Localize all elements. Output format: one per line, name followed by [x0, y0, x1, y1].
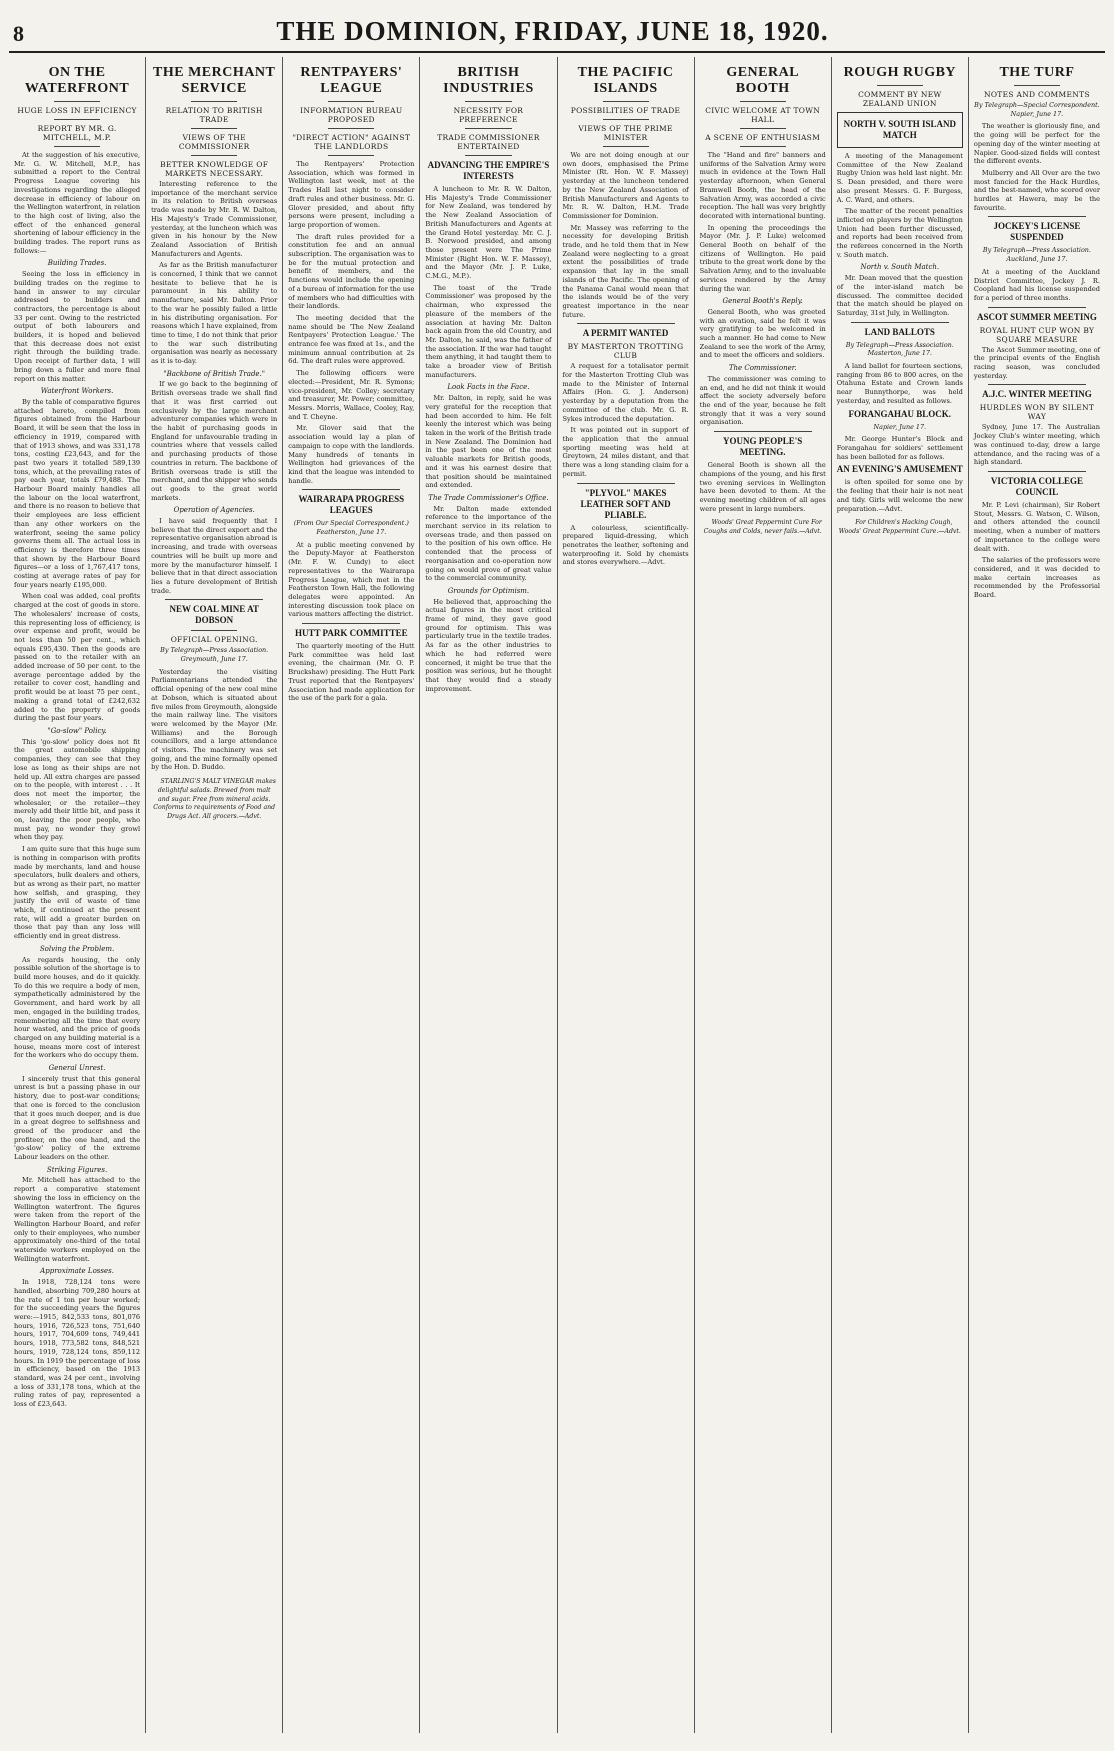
side-heading: Operation of Agencies.: [173, 506, 255, 515]
subhead: BY MASTERTON TROTTING CLUB: [567, 342, 684, 361]
newspaper-page: [9, 9, 1105, 1733]
column-waterfront: [9, 57, 146, 1733]
subhead: ROYAL HUNT CUP WON BY SQUARE MEASURE: [979, 325, 1095, 344]
divider: [328, 128, 374, 129]
divider: [714, 431, 812, 432]
byline: Napier, June 17.: [873, 422, 927, 431]
side-heading: General Unrest.: [48, 1064, 106, 1073]
paragraph: The Ascot Summer meeting, one of the principal events of the English racing season, was concluded yesterday.: [973, 345, 1100, 380]
paragraph: Mr. Dalton, in reply, said he was very grateful for the reception that had been accorded to him. He felt keenly the interest which was being taken in the work of the British trade in New Zealand. The Dominion had in the past been one of the most valuable markets for British goods, and it was his earnest desire that that position should be maintained and extended.: [425, 394, 552, 490]
paragraph: A request for a totalisator permit for the Masterton Trotting Club was made to the Minister of Internal Affairs (Hon. G. J. Anderson) yesterday by a deputation from the committee of the club. Mr. G. R. Sykes introduced the deputation.: [562, 362, 689, 423]
subhead: NECESSITY FOR PREFERENCE: [453, 106, 524, 124]
paragraph: A luncheon to Mr. R. W. Dalton, His Majesty's Trade Commissioner for New Zealand, was tendered by the New Zealand Association of British Manufacturers and Agents at the Grand Hotel yesterday. Mr. C. J. B. Norwood presided, and among those present were The Prime Minister (Right Hon. W. F. Massey), and the Mayor (Mr. J. P. Luke, C.M.G., M.P.).: [425, 185, 552, 281]
subhead: INFORMATION BUREAU PROPOSED: [300, 106, 403, 124]
paragraph: General Booth is shown all the champions of the young, and his first two evening services in Wellington have been devoted to them. At the evening meeting children of all ages were present in large numbers.: [699, 461, 826, 513]
advertisement: For Children's Hacking Cough, Woods' Great Peppermint Cure.—Advt.: [838, 519, 961, 535]
subhead: TRADE COMMISSIONER ENTERTAINED: [437, 133, 540, 151]
subhead: VIEWS OF THE PRIME MINISTER: [578, 124, 673, 142]
paragraph: It was pointed out in support of the application that the annual sporting meeting was held at Greytown, 24 miles distant, and that there was a long standing claim for a permit.: [562, 426, 689, 478]
paragraph: In opening the proceedings the Mayor (Mr. J. P. Luke) welcomed General Booth on behalf of the citizens of Wellington. He paid tribute to the great work done by the Salvation Army, and to the invaluable services rendered by the Army during the war.: [699, 223, 826, 293]
headline-general-booth: GENERAL BOOTH: [726, 65, 800, 96]
divider: [877, 85, 923, 86]
paragraph: Mr. George Hunter's Block and Forangahau for soldiers' settlement has been balloted for as follows.: [836, 435, 963, 461]
subhead: REPORT BY MR. G. MITCHELL, M.P.: [37, 124, 117, 142]
advertisement: STARLING'S MALT VINEGAR makes delightful salads. Brewed from malt and sugar. Free from mineral acids. Conforms to requirements of Food and Drugs Act. All grocers.—Advt.: [153, 778, 276, 820]
paragraph: A meeting of the Management Committee of the New Zealand Rugby Union was held last night. Mr. S. Dean presided, and there were also present Messrs. G. F. Burgess, A. C. Ward, and others.: [836, 152, 963, 204]
subhead-north-south: NORTH V. SOUTH ISLAND MATCH: [843, 119, 956, 140]
headline-pacific-islands: THE PACIFIC ISLANDS: [577, 65, 674, 96]
divider: [54, 146, 100, 147]
byline: By Telegraph—Press Association. Greymouth, June 17.: [160, 646, 269, 664]
headline-merchant-service: THE MERCHANT SERVICE: [153, 65, 276, 96]
headline-victoria-college: VICTORIA COLLEGE COUNCIL: [990, 475, 1083, 497]
paragraph: The weather is gloriously fine, and the going will be perfect for the opening day of the winter meeting at Napier. Good-sized fields will contest the different events.: [973, 122, 1100, 166]
side-heading: Grounds for Optimism.: [447, 586, 530, 595]
advertisement: Woods' Great Peppermint Cure For Coughs and Colds, never fails.—Advt.: [703, 519, 822, 536]
boxed-heading: [837, 112, 963, 148]
paragraph: The draft rules provided for a constitution fee and an annual subscription. The organisation was to be for the mutual protection and benefit of members, and the functions would include the opening of a bureau of information for the use of members who had difficulties with their landlords.: [288, 232, 415, 311]
divider: [191, 630, 237, 631]
headline-young-people: YOUNG PEOPLE'S MEETING.: [723, 436, 803, 458]
paragraph: Mr. Dalton made extended reference to the importance of the merchant service in its relation to overseas trade, and then passed on to the position of his own office. He contended that the process of reorganisation and co-operation now going on would prove of great value to the commercial community.: [425, 504, 552, 583]
subhead: POSSIBILITIES OF TRADE: [570, 106, 681, 115]
paragraph: A land ballot for fourteen sections, ranging from 86 to 800 acres, on the Otahuna Estate and Crown lands near Bunnythorpe, was held yesterday, and resulted as follows.: [836, 362, 963, 405]
headline-jockey-license: JOCKEY'S LICENSE SUSPENDED: [993, 221, 1081, 243]
paragraph: The salaries of the professors were considered, and it was decided to make certain increases as recommended by the Professorial Board.: [973, 556, 1100, 600]
subhead: COMMENT BY NEW ZEALAND UNION: [858, 90, 942, 108]
subhead: HUGE LOSS IN EFFICIENCY: [17, 106, 137, 115]
subhead: A SCENE OF ENTHUSIASM: [705, 133, 821, 142]
subhead: "DIRECT ACTION" AGAINST THE LANDLORDS: [292, 133, 411, 151]
subhead: VIEWS OF THE COMMISSIONER: [178, 133, 250, 151]
divider: [191, 128, 237, 129]
paragraph: The "Hand and fire" banners and uniforms of the Salvation Army were much in evidence at the Town Hall yesterday afternoon, when General Bramwell Booth, the head of the Salvation Army, was accorded a civic reception. The hall was very brightly decorated with international bunting.: [699, 151, 826, 220]
paragraph: I have said frequently that I believe that the direct export and the representative organisation abroad is increasing, and trade with overseas countries will be built up more and more by the manufacturer himself. I believe that in that direct association lies a future development of British trade.: [151, 517, 278, 595]
byline: By Telegraph—Press Association. Masterton, June 17.: [845, 340, 954, 358]
newspaper-title: THE DOMINION, FRIDAY, JUNE 18, 1920.: [276, 16, 829, 46]
paragraph: By the table of comparative figures attached hereto, compiled from figures obtained from the Harbour Board, it will be seen that the loss in efficiency in 1919, compared with that of 1913 shows, and was 331,178 tons, costing £23,643, and for the past two years it totalled 589,139 tons, which, at the prevailing rates of pay each year, totals £79,488. The Harbour Board mainly handles all the labour on the local waterfront, and there is no reason to believe that their employees are less efficient than any other workers on the waterfront, seeing the same policy governs them all. The actual loss in efficiency is therefore three times that shown by the Harbour Board figures—or a loss of 1,767,417 tons, costing at average rates of pay for four years nearly £195,000.: [14, 397, 141, 589]
headline-coal-mine: NEW COAL MINE AT DOBSON: [169, 604, 259, 626]
divider: [191, 101, 237, 102]
side-heading: The Commissioner.: [728, 364, 797, 373]
paragraph: The meeting decided that the name should be 'The New Zealand Rentpayers' Protection League.' The entrance fee was fixed at 1s., and the minimum annual contribution at 2s 6d. The draft rules were approved.: [288, 313, 415, 366]
paragraph: Mulberry and All Over are the two most fancied for the Hack Hurdles, and the best-named, who scored over hurdles at Hawera, may be the favourite.: [973, 168, 1100, 212]
paragraph: As regards housing, the only possible solution of the shortage is to build more houses, and do it quickly. To do this we require a body of men, sympathetically administered by the Government, and hard work by all men, engaged in the building trades, remembering all the time that every hour wasted, and the price of goods charged on any building material is a house, means more cost of interest for the workers who do occupy them.: [14, 955, 141, 1060]
paragraph: At the suggestion of his executive, Mr. G. W. Mitchell, M.P., has submitted a report to the Central Progress League covering his investigations regarding the alleged decrease in efficiency of labour on the Wellington waterfront, in relation to the high cost of living, also the effect of the enhanced general shortening of labour efficiency in the building trades. The report runs as follows:—: [14, 151, 141, 255]
masthead: [9, 9, 1105, 53]
headline-waterfront: ON THE WATERFRONT: [24, 65, 130, 96]
page-number: 8: [13, 21, 24, 46]
paragraph: This 'go-slow' policy does not fit the great automobile shipping companies, they can see that they lose as long as their ships are not held up. All extra charges are passed on to the people, with interest . . . It does not meet the importer, the wholesaler, or the retailer—they merely add their little bit, and pass it on, leaving the poor people, who must pay, no wonder they growl when they pay.: [14, 737, 141, 842]
divider: [191, 155, 237, 156]
divider: [988, 384, 1086, 385]
headline-hutt-park: HUTT PARK COMMITTEE: [294, 628, 408, 639]
subhead: RELATION TO BRITISH TRADE: [165, 106, 263, 124]
divider: [165, 599, 263, 600]
paragraph: The commissioner was coming to an end, and he did not think it would affect the society adversely before the end of the year, because he felt strongly that it was a very sound organisation.: [699, 374, 826, 427]
paragraph: Mr. Glover said that the association would lay a plan of campaign to cope with the landlords. Many hundreds of tenants in Wellington had grievances of the kind that the league was intended to handle.: [288, 424, 415, 485]
paragraph: Sydney, June 17. The Australian Jockey Club's winter meeting, which was continued to-day, drew a large attendance, and the racing was of a high standard.: [973, 423, 1100, 467]
paragraph: Yesterday the visiting Parliamentarians attended the official opening of the new coal mine at Dobson, which is situated about five miles from Greymouth, alongside the main railway line. The visitors were welcomed by the Mayor (Mr. Williams) and the Borough councillors, and a large attendance of visitors. The machinery was set going, and the mine formally opened by the Hon. D. Buddo.: [151, 667, 278, 772]
column-rentpayers: [283, 57, 420, 1733]
headline-rentpayers: RENTPAYERS' LEAGUE: [300, 65, 403, 96]
subhead: CIVIC WELCOME AT TOWN HALL: [705, 106, 821, 124]
column-merchant-service: [146, 57, 283, 1733]
divider: [465, 155, 511, 156]
paragraph: In 1918, 728,124 tons were handled, absorbing 709,280 hours at the rate of 1 ton per hour worked; for the succeeding years the figures were:—1915, 842,533 tons, 801,076 hours, 1916, 726,523 tons, 751,640 hours, 1917, 704,609 tons, 749,441 hours, 1918, 773,582 tons, 848,521 hours, 1919, 728,124 tons, 859,112 hours. In 1919 the percentage of loss in efficiency, based on the 1913 standard, was 24 per cent., involving a loss of 331,178 tons, which at the ruling rates of pay, represented a loss of £23,643.: [14, 1278, 141, 1409]
column-british-industries: [420, 57, 557, 1733]
divider: [851, 322, 949, 323]
paragraph: General Booth, who was greeted with an ovation, said he felt it was very gratifying to be welcomed in such a manner. He had come to New Zealand to see the work of the Army, and to meet the officers and soldiers.: [699, 307, 826, 360]
paragraph: The following officers were elected:—President, Mr. R. Symons; vice-president, Mr. Colley; secretary and treasurer, Mr. Power; committee, Messrs. Morris, Wallace, Cooley, Ray, and T. Cheyne.: [288, 369, 415, 421]
headline-wairarapa: WAIRARAPA PROGRESS LEAGUES: [298, 494, 405, 516]
paragraph: Mr. P. Levi (chairman), Sir Robert Stout, Messrs. G. Watson, C. Wilson, and others attended the council meeting, when a number of matters of importance to the college were dealt with.: [973, 500, 1100, 553]
side-heading: Waterfront Workers.: [40, 387, 114, 396]
paragraph: At a meeting of the Auckland District Committee, Jockey J. R. Coopland had his license suspended for a period of three months.: [973, 267, 1100, 302]
divider: [740, 146, 786, 147]
divider: [577, 483, 675, 484]
divider: [54, 119, 100, 120]
divider: [577, 323, 675, 324]
side-heading: Solving the Problem.: [39, 944, 115, 953]
paragraph: I sincerely trust that this general unrest is but a passing phase in our history, due to post-war conditions; that one is forced to the conclusion that it goes much deeper, and is due in a great degree to selfishness and greed of the producer and the profiteer, on the one hand, and the 'go-slow' policy of the extreme Labour leaders on the other.: [14, 1074, 141, 1162]
side-heading: Look Facts in the Face.: [447, 383, 530, 392]
divider: [465, 101, 511, 102]
advertisement: A colourless, scientifically-prepared liquid-dressing, which penetrates the leather, softening and waterproofing it. Sold by chemists and stores everywhere.—Advt.: [562, 523, 689, 567]
column-the-turf: [969, 57, 1105, 1733]
side-heading: Building Trades.: [47, 259, 107, 268]
paragraph: We are not doing enough at our own doors, emphasised the Prime Minister (Rt. Hon. W. F. Massey) yesterday at the luncheon tendered by the New Zealand Association of British Manufacturers and Agents to Mr. R. W. Dalton, H.M. Trade Commissioner for Dominion.: [562, 151, 689, 220]
headline-plyvol: "PLYVOL" MAKES LEATHER SOFT AND PLIABLE.: [580, 487, 671, 520]
paragraph: The toast of the 'Trade Commissioner' was proposed by the chairman, who expressed the pleasure of the members of the association at having Mr. Dalton back again from the old Country, and Mr. Dalton, he said, was the father of the association. If the war had taught them anything, it had taught them to take a broader view of British manufacturers.: [425, 283, 552, 379]
subhead: HURDLES WON BY SILENT WAY: [979, 403, 1095, 422]
headline-british-industries: BRITISH INDUSTRIES: [443, 65, 534, 96]
paragraph: Seeing the loss in efficiency in building trades on the regime to hand in answer to my circular addressed to builders and contractors, the percentage is about 33 per cent. Owing to the restricted output of both labourers and builders, it is hoped and believed that this decrease does not exist right through the building trade. Upon receipt of further data, I will bring down a fuller and more final report on this matter.: [14, 270, 141, 383]
column-general-booth: [695, 57, 832, 1733]
side-heading: Approximate Losses.: [40, 1267, 114, 1276]
headline-the-turf: THE TURF: [999, 65, 1075, 80]
column-pacific-islands: [558, 57, 695, 1733]
paragraph: At a public meeting convened by the Deputy-Mayor at Featherston (Mr. F. W. Cundy) to elect representatives to the Wairarapa Progress League, which met in the Featherston Town Hall, the following delegates were appointed. An interesting discussion took place on various matters affecting the district.: [288, 540, 415, 619]
paragraph: The Rentpayers' Protection Association, which was formed in Wellington last week, met at the Trades Hall last night to consider draft rules and other business. Mr. G. Glover presided, and about fifty persons were present, including a large proportion of women.: [288, 160, 415, 229]
headline-ascot: ASCOT SUMMER MEETING: [977, 311, 1097, 322]
column-rough-rugby: [832, 57, 969, 1733]
subhead: BETTER KNOWLEDGE OF MARKETS NECESSARY.: [160, 160, 269, 178]
paragraph: I am quite sure that this huge sum is nothing in comparison with profits made by merchants, land and house speculators, bulk dealers and others, but as wrong as their part, no matter how selfish, and grasping, they justify the evil of waste of time which, if continued at the present rate, will add a greater burden on those that pay than any loss will efficiently end in great distress.: [14, 845, 141, 941]
divider: [328, 155, 374, 156]
divider: [740, 128, 786, 129]
paragraph: He believed that, approaching the actual figures in the most critical frame of mind, they gave good ground for optimism. This was particularly true in the textile trades. As far as the other industries to which he had referred were concerned, it might be true that the position was serious, but he thought that they would find a steady improvement.: [425, 597, 552, 693]
paragraph: When coal was added, coal profits charged at the cost of goods in store. The wholesalers' increase of costs, this representing loss of efficiency, is over expense and profit, would be not less than 50 per cent., which equals £95,430. Then the goods are passed on to the retailer with an added increase of 50 per cent. to the average percentage added by the retailer to cover cost, handling and profit would be at least 75 per cent., making a grand total of £242,632 added to the property of goods during the past four years.: [14, 592, 141, 723]
paragraph: The matter of the recent penalties inflicted on players by the Wellington Union had been further discussed, and reports had been received from the referees concerned in the North v. South match.: [836, 207, 963, 259]
divider: [302, 489, 400, 490]
paragraph: Interesting reference to the importance of the merchant service in its relation to British overseas trade was made by Mr. R. W. Dalton, His Majesty's Trade Commissioner, yesterday, at the luncheon which was given in his honour by the New Zealand Association of British Manufacturers and Agents.: [151, 180, 278, 258]
headline-rough-rugby: ROUGH RUGBY: [843, 65, 957, 80]
divider: [1014, 85, 1060, 86]
byline: By Telegraph—Special Correspondent. Napier, June 17.: [974, 101, 1100, 118]
headline-ajc-winter: A.J.C. WINTER MEETING: [982, 389, 1092, 400]
side-heading: Striking Figures.: [46, 1165, 108, 1174]
divider: [302, 623, 400, 624]
divider: [603, 146, 649, 147]
side-heading: "Go-slow" Policy.: [47, 727, 107, 735]
divider: [988, 216, 1086, 217]
side-heading: North v. South Match.: [860, 263, 940, 272]
divider: [328, 101, 374, 102]
divider: [54, 101, 100, 102]
columns: [9, 57, 1105, 1733]
divider: [603, 101, 649, 102]
subhead: OFFICIAL OPENING.: [170, 635, 258, 645]
paragraph: Mr. Massey was referring to the necessity for developing British trade, and he told them that in New Zealand were neglecting to a great extent the possibilities of trade expansion that lay in the small islands of the Pacific. The opening of the Panama Canal would mean that the islands would be of the very greatest importance in the near future.: [562, 223, 689, 319]
byline: By Telegraph—Press Association. Auckland, June 17.: [982, 246, 1091, 264]
headline-land-ballots: LAND BALLOTS: [864, 326, 935, 337]
headline-evening-amusement: AN EVENING'S AMUSEMENT: [836, 464, 963, 475]
paragraph: The quarterly meeting of the Hutt Park committee was held last evening, the chairman (Mr. O. P. Bruckshaw) presiding. The Hutt Park Trust reported that the Rentpayers' Association had made application for the use of the park for a gala.: [288, 642, 415, 703]
subhead: NOTES AND COMMENTS: [983, 90, 1090, 99]
paragraph: Mr. Mitchell has attached to the report a comparative statement showing the loss in efficiency on the Wellington waterfront. The figures were taken from the report of the Wellington Harbour Board, and refer only to their employees, who number approximately one-third of the total waterside workers employed on the Wellington waterfront.: [14, 1176, 141, 1263]
divider: [988, 307, 1086, 308]
divider: [603, 119, 649, 120]
divider: [465, 128, 511, 129]
side-heading: "Backbone of British Trade.": [163, 369, 266, 378]
subhead-empire: ADVANCING THE EMPIRE'S INTERESTS: [427, 160, 550, 181]
divider: [740, 101, 786, 102]
side-heading: The Trade Commissioner's Office.: [428, 493, 549, 502]
side-heading: General Booth's Reply.: [722, 297, 803, 306]
paragraph: As far as the British manufacturer is concerned, I think that we cannot hesitate to believe that he is paramount in his ability to manufacture, said Mr. Dalton. Prior to the war he possibly failed a little in his distributing organisation. For reasons which I have explained, from time to time, I do not think that prior to the war such distributing organisation was nearly as necessary as it is to-day.: [151, 261, 278, 366]
headline-permit: A PERMIT WANTED: [582, 328, 669, 339]
divider: [988, 471, 1086, 472]
headline-forangahau: FORANGAHAU BLOCK.: [848, 408, 952, 419]
advertisement: is often spoiled for some one by the feeling that their hair is not neat and tidy. Girls will welcome the new preparation.—Advt.: [836, 478, 963, 513]
paragraph: If we go back to the beginning of British overseas trade we shall find that it was first carried out exclusively by the large merchant adventurer companies which were in the habit of purchasing goods in England for unfavourable trading in countries where that vessels called and purchasing products of those countries in return. The backbone of British overseas trade is still the merchant, and the shipper who sends out goods to the great world markets.: [151, 380, 278, 502]
byline: (From Our Special Correspondent.) Featherston, June 17.: [293, 519, 409, 537]
paragraph: Mr. Dean moved that the question of the inter-island match be discussed. The committee decided that the match should be played on Saturday, 31st July, in Wellington.: [836, 274, 963, 317]
